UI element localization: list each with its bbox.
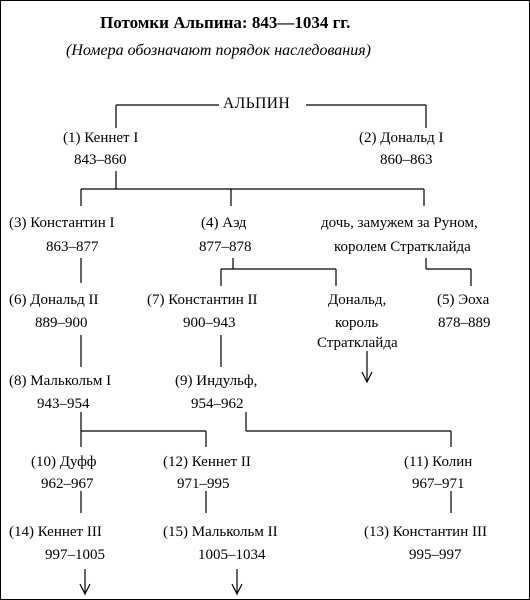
node-donald-1-years: 860–863 [380, 152, 433, 168]
node-constantine-3-name: (13) Константин III [364, 524, 487, 540]
node-constantine-3-years: 995–997 [409, 547, 462, 563]
node-kenneth-1-name: (1) Кеннет I [63, 130, 139, 146]
node-kenneth-3-name: (14) Кеннет III [9, 524, 102, 540]
diagram-title: Потомки Альпина: 843—1034 гг. [100, 13, 351, 32]
node-malcolm-1-years: 943–954 [37, 396, 90, 412]
node-kenneth-1-years: 843–860 [74, 152, 127, 168]
node-indulf-years: 954–962 [191, 396, 244, 412]
node-donald-2-name: (6) Дональд II [9, 292, 99, 308]
node-kenneth-2-years: 971–995 [177, 476, 230, 492]
node-donald-strath-line3: Стратклайда [317, 335, 398, 351]
node-eochaid-name: (5) Эоха [437, 292, 490, 308]
root-node: АЛЬПИН [223, 95, 291, 112]
node-aed-name: (4) Аэд [201, 215, 247, 231]
node-constantine-1-name: (3) Константин I [9, 215, 115, 231]
node-malcolm-1-name: (8) Малькольм I [9, 373, 112, 389]
node-donald-strath-line1: Дональд, [328, 292, 387, 308]
node-malcolm-2-name: (15) Малькольм II [163, 524, 278, 540]
node-daughter-line1: дочь, замужем за Руном, [321, 215, 478, 231]
node-eochaid-years: 878–889 [438, 315, 491, 331]
node-kenneth-2-name: (12) Кеннет II [163, 454, 251, 470]
diagram-subtitle: (Номера обозначают порядок наследования) [66, 42, 371, 59]
node-constantine-2-years: 900–943 [183, 315, 236, 331]
node-duff-years: 962–967 [41, 476, 94, 492]
node-donald-strath-line2: король [335, 315, 379, 331]
node-constantine-2-name: (7) Константин II [147, 292, 258, 308]
node-colin-name: (11) Колин [404, 454, 473, 470]
node-donald-2-years: 889–900 [35, 315, 88, 331]
node-daughter-line2: королем Стратклайда [334, 239, 471, 255]
node-donald-1-name: (2) Дональд I [359, 130, 444, 146]
node-constantine-1-years: 863–877 [46, 239, 99, 255]
node-duff-name: (10) Дуфф [31, 454, 97, 470]
node-malcolm-2-years: 1005–1034 [198, 547, 266, 563]
node-indulf-name: (9) Индульф, [175, 373, 258, 389]
node-colin-years: 967–971 [412, 476, 465, 492]
node-kenneth-3-years: 997–1005 [45, 547, 105, 563]
node-aed-years: 877–878 [199, 239, 252, 255]
